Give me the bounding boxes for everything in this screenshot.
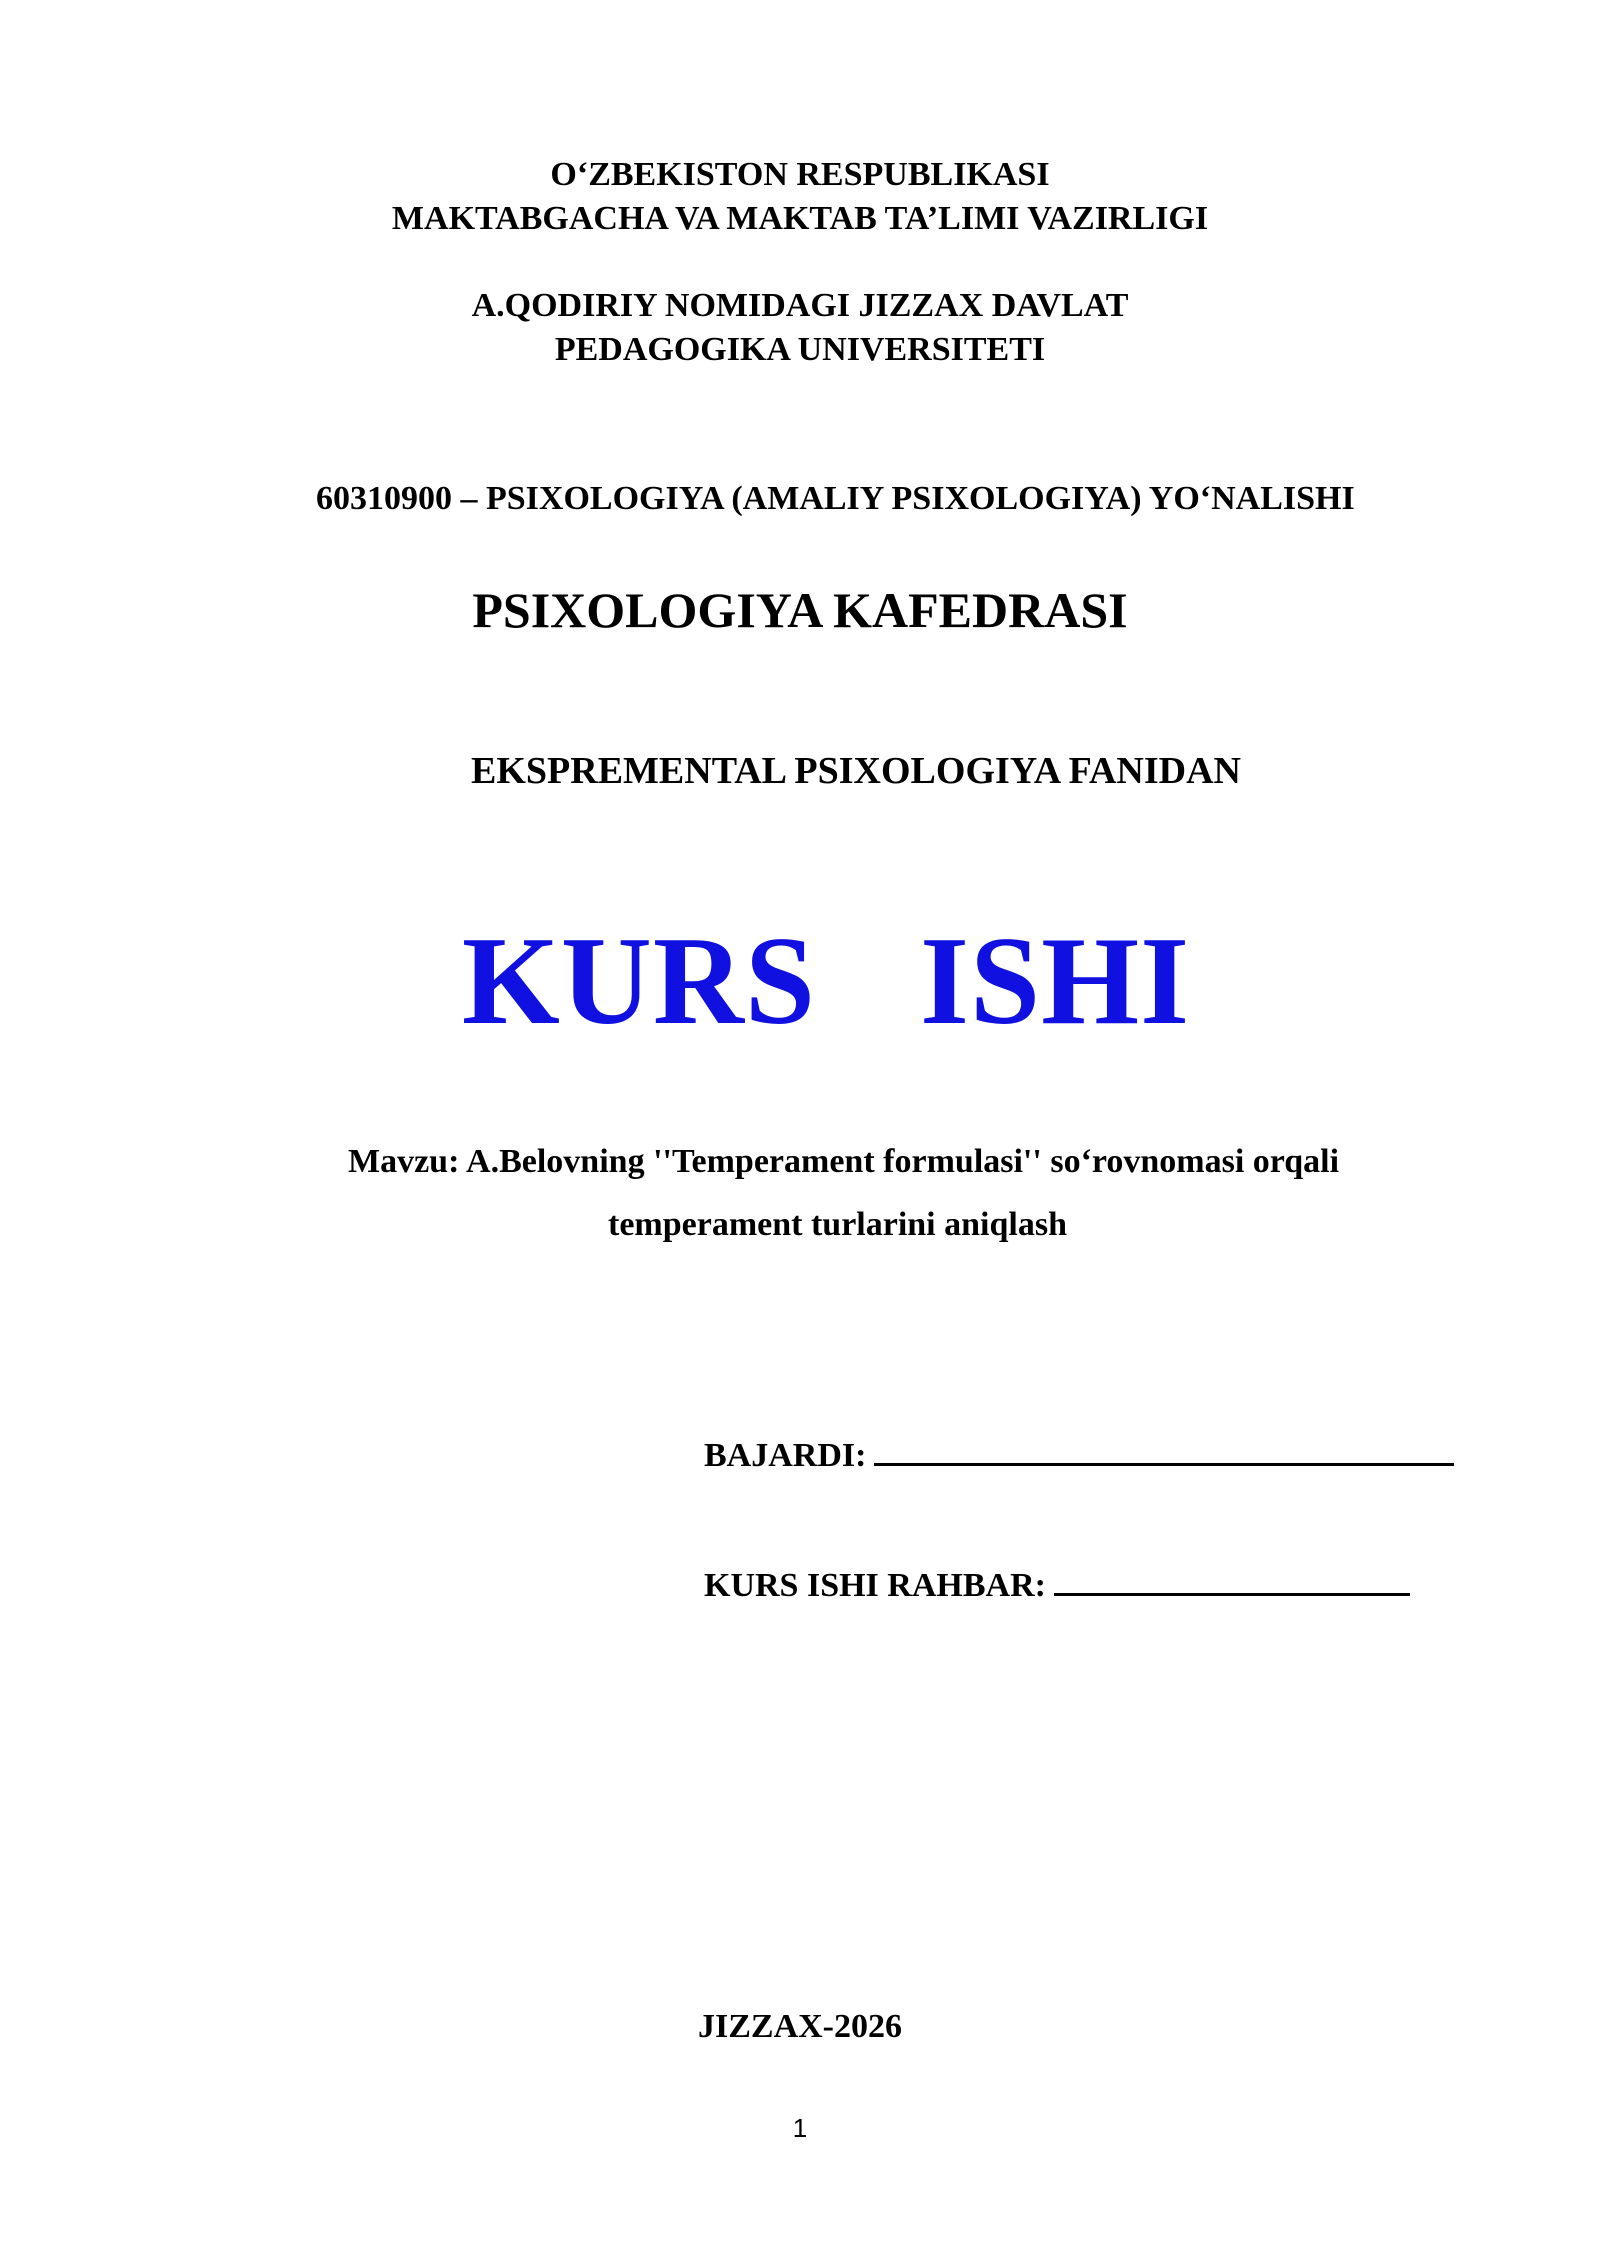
performed-by-row — [704, 1433, 1454, 1478]
page-number: 1 — [792, 2113, 808, 2143]
subject-line: EKSPREMENTAL PSIXOLOGIYA FANIDAN — [471, 750, 1241, 792]
department-title: PSIXOLOGIYA KAFEDRASI — [472, 582, 1128, 638]
city-year: JIZZAX-2026 — [697, 2008, 903, 2045]
work-type-title — [26, 912, 1600, 1052]
supervisor-signature-line — [1054, 1563, 1410, 1596]
university-line-2: PEDAGOGIKA UNIVERSITETI — [554, 331, 1046, 368]
ministry-line-2: MAKTABGACHA VA MAKTAB TA’LIMI VAZIRLIGI — [391, 200, 1209, 237]
ministry-line-1: O‘ZBEKISTON RESPUBLIKASI — [550, 156, 1050, 193]
work-type-word-1: KURS — [461, 912, 816, 1051]
topic-line-1 — [348, 1140, 1548, 1184]
topic-line-2: temperament turlarini aniqlash — [608, 1206, 1067, 1243]
university-line-1: A.QODIRIY NOMIDAGI JIZZAX DAVLAT — [471, 287, 1129, 324]
topic-line-1-prefix: Mavzu: A.Belovning ''Temperament formulasi'' — [348, 1143, 1042, 1180]
performed-by-label: BAJARDI: — [704, 1437, 867, 1474]
topic-line-1-suffix: so‘rovnomasi orqali — [1041, 1143, 1340, 1180]
supervisor-row — [704, 1563, 1410, 1608]
work-type-word-2: ISHI — [919, 912, 1191, 1051]
performed-by-signature-line — [874, 1433, 1454, 1466]
direction-line: 60310900 – PSIXOLOGIYA (AMALIY PSIXOLOGIYA) YO‘NALISHI — [316, 480, 1355, 517]
supervisor-label: KURS ISHI RAHBAR: — [704, 1567, 1046, 1604]
